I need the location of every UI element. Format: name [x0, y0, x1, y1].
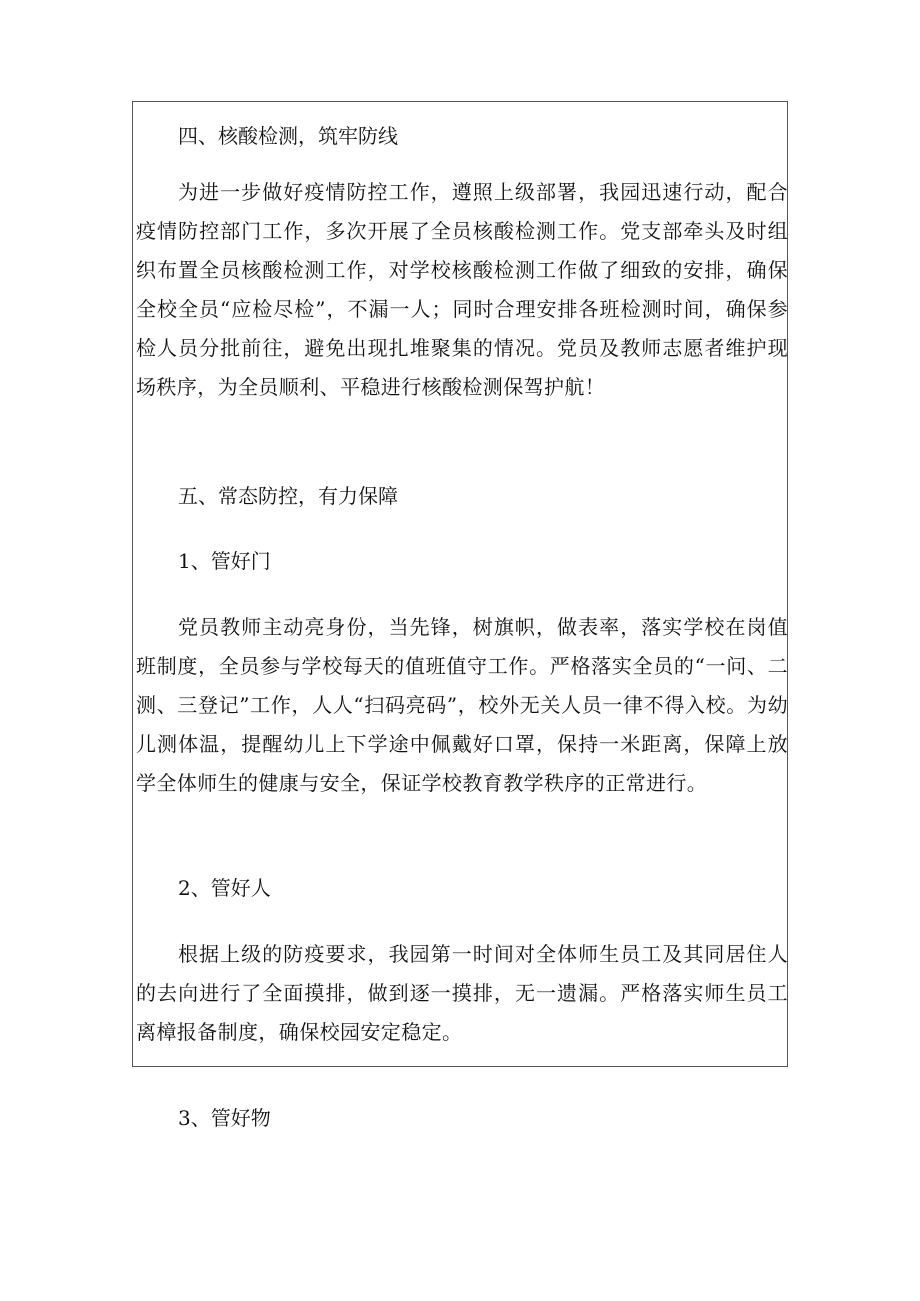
section-4-body: 为进一步做好疫情防控工作，遵照上级部署，我园迅速行动，配合疫情防控部门工作，多次开展了全员核酸检测工作。党支部牵头及时组织布置全员核酸检测工作，对学校核酸检测工作做了细致的安排，确保全校全员“应检尽检”，不漏一人；同时合理安排各班检测时间，确保参检人员分批前往，避免出现扎堆聚集的情况。党员及教师志愿者维护现场秩序，为全员顺利、平稳进行核酸检测保驾护航！ [136, 180, 788, 399]
section-4-heading: 四、核酸检测，筑牢防线 [178, 124, 398, 148]
item-1-heading: 1、管好门 [178, 549, 271, 573]
item-2-body: 根据上级的防疫要求，我园第一时间对全体师生员工及其同居住人的去向进行了全面摸排，做到逐一摸排，无一遗漏。严格落实师生员工离樟报备制度，确保校园安定稳定。 [136, 942, 788, 1044]
item-2-heading: 2、管好人 [178, 876, 271, 900]
item-1-body: 党员教师主动亮身份，当先锋，树旗帜，做表率，落实学校在岗值班制度，全员参与学校每天的值班值守工作。严格落实全员的“一问、二测、三登记”工作，人人“扫码亮码”，校外无关人员一律不得入校。为幼儿测体温，提醒幼儿上下学途中佩戴好口罩，保持一米距离，保障上放学全体师生的健康与安全，保证学校教育教学秩序的正常进行。 [136, 615, 788, 795]
section-5-heading: 五、常态防控，有力保障 [178, 484, 398, 508]
item-3-heading: 3、管好物 [178, 1106, 271, 1130]
